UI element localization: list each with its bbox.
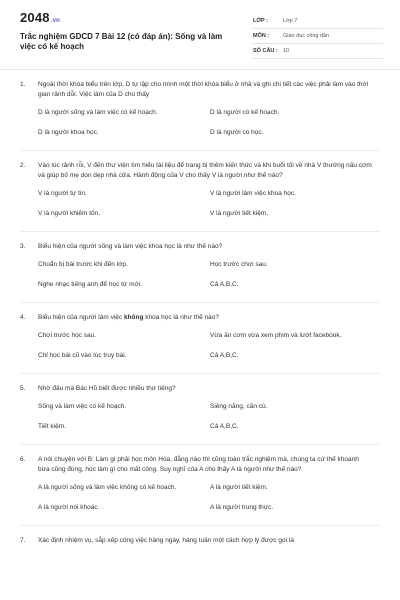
answer-list — [0, 402, 400, 442]
meta-label: MÔN : — [253, 33, 270, 39]
answer-option[interactable]: Nghe nhạc tiếng anh để học từ mới. — [38, 281, 143, 288]
answer-option[interactable]: Cả A,B,C. — [210, 423, 239, 430]
question-divider — [20, 231, 380, 232]
question-text: A nói chuyện với B: Làm gì phải học môn Hóa, đằng nào thì cũng toàn trắc nghiệm mà, chúng ta cứ thế khoanh bừa cũng đúng, học làm gì cho mất công. Suy nghĩ của A cho thấy A là người như thế nào? — [38, 456, 359, 473]
meta-value: 10 — [283, 48, 290, 54]
answer-list — [0, 483, 400, 523]
logo-suffix: .vn — [50, 18, 61, 24]
question-list — [0, 80, 400, 546]
meta-value: Lớp 7 — [283, 18, 298, 24]
header-divider — [0, 69, 400, 70]
answer-option[interactable]: A là người trung thực. — [210, 504, 274, 511]
question-text-emphasis: không — [123, 314, 144, 321]
answer-option[interactable]: Chỉ học bài cũ vào lúc truy bài. — [38, 352, 127, 359]
question-divider — [20, 444, 380, 445]
answer-option[interactable]: V là người làm việc khoa học. — [210, 190, 296, 197]
answer-option[interactable]: A là người tiết kiệm. — [210, 484, 268, 491]
question-number: 5. — [20, 385, 26, 392]
question-divider — [20, 302, 380, 303]
question-text: Ngoài thời khóa biểu trên lớp, D tự lập cho mình một thời khóa biểu ở nhà và ghi chi tiết các việc phải làm vào thời gian rảnh dỗi. Việc làm của D cho thấy — [38, 81, 369, 98]
answer-option[interactable]: D là người có học. — [210, 129, 264, 136]
question-divider — [20, 150, 380, 151]
question-text: Vào lúc rảnh rỗi, V đến thư viện tìm hiểu tài liệu để trang bị thêm kiến thức và khi buổi tối về nhà V thường nấu cơm và giúp bố mẹ dọn dẹp nhà cửa. Hành động của V cho thấy V là người như thế nào? — [38, 162, 372, 179]
meta-row-subject — [253, 29, 383, 44]
answer-list — [0, 108, 400, 148]
answer-option[interactable]: Chơi trước học sau. — [38, 332, 97, 339]
question-text: Nhờ đâu mà Bác Hồ biết được nhiều thứ tiếng? — [38, 385, 176, 392]
answer-option[interactable]: Cả A,B,C. — [210, 352, 239, 359]
meta-row-count — [253, 44, 383, 59]
header — [0, 0, 400, 64]
question-1 — [0, 80, 400, 148]
meta-label: SỐ CÂU : — [253, 48, 278, 54]
answer-option[interactable]: A là người sống và làm việc không có kế hoạch. — [38, 484, 177, 491]
answer-option[interactable]: Cả A,B,C. — [210, 281, 239, 288]
answer-option[interactable]: A là người nói khoác. — [38, 504, 100, 511]
answer-option[interactable]: Học trước chơi sau. — [210, 261, 268, 268]
question-number: 7. — [20, 537, 26, 544]
answer-list — [0, 260, 400, 300]
question-6 — [0, 455, 400, 523]
question-number: 6. — [20, 456, 26, 463]
answer-option[interactable]: D là người có kế hoạch. — [210, 109, 280, 116]
question-text: Xác định nhiệm vụ, sắp xếp công việc hàng ngày, hàng tuần một cách hợp lý được gọi là — [38, 537, 294, 544]
question-text-end: khoa học là như thế nào? — [143, 314, 219, 321]
question-text — [38, 313, 372, 323]
meta-label: LỚP : — [253, 18, 268, 24]
answer-option[interactable]: Sống và làm việc có kế hoạch. — [38, 403, 127, 410]
meta-row-class — [253, 14, 383, 29]
answer-option[interactable]: Vừa ăn cơm vừa xem phim và lướt facebook. — [210, 332, 342, 339]
page-title: Trắc nghiệm GDCD 7 Bài 12 (có đáp án): Sống và làm việc có kế hoạch — [20, 32, 223, 51]
answer-option[interactable]: Siêng năng, cần cù. — [210, 403, 268, 410]
question-4 — [0, 313, 400, 371]
answer-list — [0, 331, 400, 371]
answer-list — [0, 189, 400, 229]
question-text-start: Biểu hiện của người làm việc — [38, 314, 124, 321]
question-5 — [0, 384, 400, 442]
answer-option[interactable]: D là người khoa học. — [38, 129, 99, 136]
answer-option[interactable]: V là người khiêm tốn. — [38, 210, 101, 217]
meta-table — [253, 14, 383, 59]
question-number: 1. — [20, 81, 26, 88]
answer-option[interactable]: V là người tự tin. — [38, 190, 87, 197]
answer-option[interactable]: Tiết kiệm. — [38, 423, 66, 430]
answer-option[interactable]: Chuẩn bị bài trước khi đến lớp. — [38, 261, 128, 268]
logo-text: 2048 — [20, 10, 50, 25]
meta-value: Giáo dục công dân — [283, 33, 330, 39]
question-number: 3. — [20, 243, 26, 250]
answer-option[interactable]: D là người sống và làm việc có kế hoạch. — [38, 109, 158, 116]
question-divider — [20, 525, 380, 526]
question-3 — [0, 242, 400, 300]
question-number: 4. — [20, 314, 26, 321]
question-text: Biểu hiện của người sống và làm việc khoa học là như thế nào? — [38, 243, 223, 250]
answer-option[interactable]: V là người tiết kiệm. — [210, 210, 269, 217]
question-2 — [0, 161, 400, 229]
site-logo[interactable] — [20, 10, 60, 25]
question-divider — [20, 373, 380, 374]
question-7 — [0, 536, 400, 546]
question-number: 2. — [20, 162, 26, 169]
